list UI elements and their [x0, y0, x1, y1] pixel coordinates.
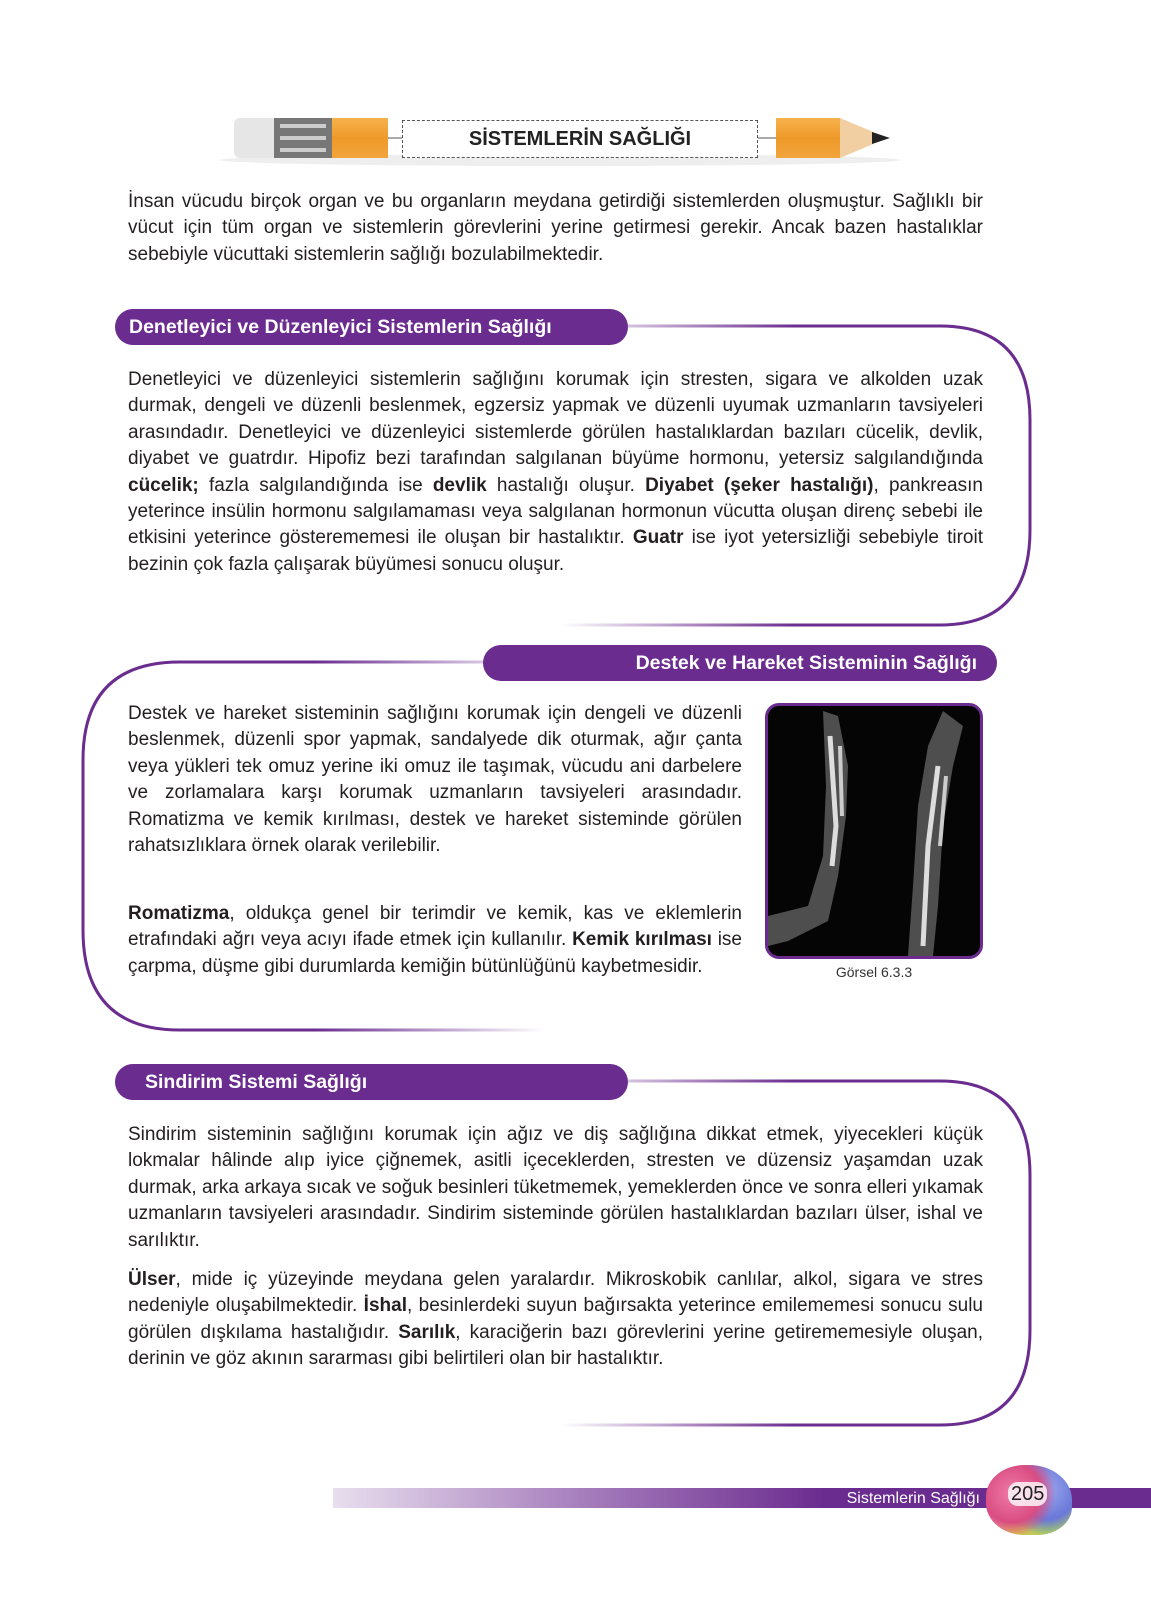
intro-paragraph: İnsan vücudu birçok organ ve bu organların meydana getirdiği sistemlerden oluşmuştur. Sağlıklı bir vücut için tüm organ ve sistemlerin görevlerini yerine getirmesi gerekir. Ancak bazen hastalıklar sebebiyle vücuttaki sistemlerin sağlığı bozulabilmektedir. — [128, 191, 983, 265]
section-2-paragraph-2: Romatizma, oldukça genel bir terimdir ve kemik, kas ve eklemlerin etrafındaki ağrı veya acıyı ifade etmek için kullanılır. Kemik kırılması ise çarpma, düşme gibi durumlarda kemiğin bütünlüğünü kaybetmesidir. — [128, 903, 742, 977]
section-1-paragraph: Denetleyici ve düzenleyici sistemlerin sağlığını korumak için stresten, sigara ve alkolden uzak durmak, dengeli ve düzenli beslenmek, egzersiz yapmak ve düzenli uyumak uzmanların tavsiyeleri arasındadır. Denetleyici ve düzenleyici sistemlerde görülen hastalıklardan bazıları cücelik, devlik, diyabet ve guatrdır. Hipofiz bezi tarafından salgılanan büyüme hormonu, yetersiz salgılandığında cücelik; fazla salgılandığında ise devlik hastalığı oluşur. Diyabet (şeker hastalığı), pankreasın yeterince insülin hormonu salgılamaması veya salgılanan hormonun vücutta oluşan direnç sebebi ile etkisini yeterince gösterememesi ile oluşan bir hastalıktır. Guatr ise iyot yetersizliği sebebiyle tiroit bezinin çok fazla çalışarak büyümesi sonucu oluşur. — [128, 369, 983, 575]
page-number: 205 — [1008, 1482, 1047, 1506]
section-3-paragraph-1: Sindirim sisteminin sağlığını korumak için ağız ve diş sağlığına dikkat etmek, yiyecekleri küçük lokmalar hâlinde alıp iyice çiğnemek, asitli içeceklerden, stresten ve düzensiz yaşamdan uzak durmak, arka arkaya sıcak ve soğuk besinleri tüketmemek, yemeklerden önce ve sonra elleri yıkamak uzmanların tavsiyeleri arasındadır. Sindirim sisteminde görülen hastalıklardan bazıları ülser, ishal ve sarılıktır. — [128, 1124, 983, 1251]
xray-image — [765, 703, 983, 959]
footer-label: Sistemlerin Sağlığı — [846, 1490, 980, 1507]
section-heading-digestive: Sindirim Sistemi Sağlığı — [115, 1064, 628, 1100]
section-2-paragraph-1: Destek ve hareket sisteminin sağlığını korumak için dengeli ve düzenli beslenmek, düzenli spor yapmak, sandalyede dik oturmak, ağır çanta veya yükleri tek omuz yerine iki omuz ile taşımak, vücudu ani darbelere ve zorlamalara karşı korumak uzmanların tavsiyeleri arasındadır. Romatizma ve kemik kırılması, destek ve hareket sisteminde görülen rahatsızlıklara örnek olarak verilebilir. — [128, 703, 742, 857]
section-heading-control-systems: Denetleyici ve Düzenleyici Sistemlerin Sağlığı — [115, 309, 628, 345]
section-3-paragraph-2: Ülser, mide iç yüzeyinde meydana gelen yaralardır. Mikroskobik canlılar, alkol, sigara ve stres nedeniyle oluşabilmektedir. İshal, besinlerdeki suyun bağırsakta yeterince emilememesi sonucu sulu görülen dışkılama hastalığıdır. Sarılık, karaciğerin bazı görevlerini yerine getirememesiyle oluşan, derinin ve göz akının sararması gibi belirtileri olan bir hastalıktır. — [128, 1269, 983, 1370]
image-caption: Görsel 6.3.3 — [835, 964, 913, 980]
section-heading-support-movement: Destek ve Hareket Sisteminin Sağlığı — [483, 645, 997, 681]
page-title: SİSTEMLERİN SAĞLIĞI — [402, 120, 758, 158]
